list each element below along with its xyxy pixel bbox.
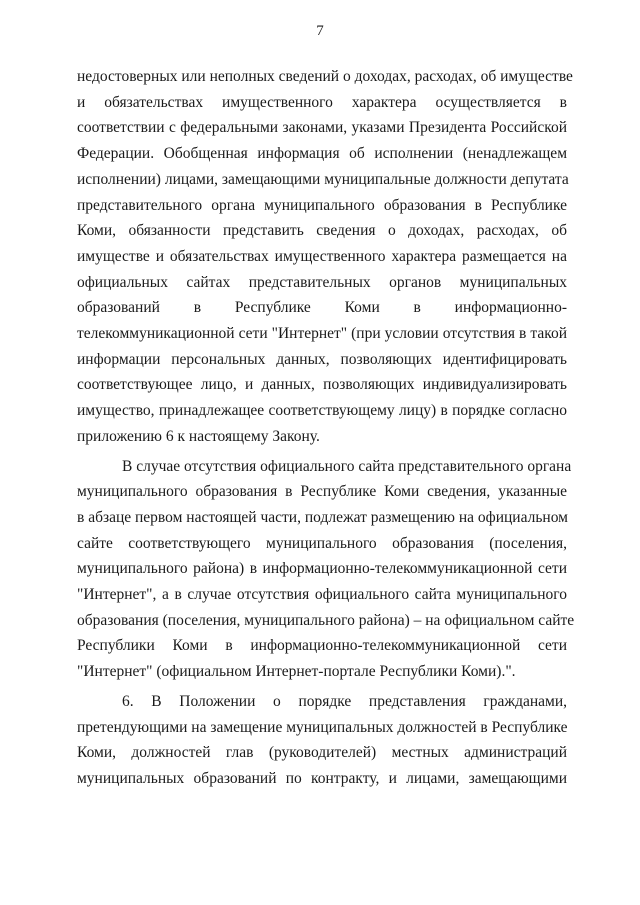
text-line: В случае отсутствия официального сайта представительного органа xyxy=(122,457,572,475)
text-line: приложению 6 к настоящему Закону. xyxy=(77,427,320,445)
text-line: соответствии с федеральными законами, указами Президента Российской xyxy=(77,119,567,137)
text-line: Коми, должностей глав (руководителей) местных администраций xyxy=(77,744,567,762)
text-line: и обязательствах имущественного характера осуществляется в xyxy=(77,93,567,111)
paragraph-item-6 xyxy=(77,689,567,792)
text-line: муниципального образования в Республике Коми сведения, указанные xyxy=(77,483,567,501)
text-line: Республики Коми в информационно-телекоммуникационной сети xyxy=(77,637,567,655)
text-line: Коми, обязанности представить сведения о доходах, расходах, об xyxy=(77,222,567,240)
text-line: в абзаце первом настоящей части, подлежат размещению на официальном xyxy=(77,508,568,526)
text-line: представительного органа муниципального образования в Республике xyxy=(77,196,567,214)
text-line: 6. В Положении о порядке представления гражданами, xyxy=(122,692,567,710)
text-line: "Интернет" (официальном Интернет-портале Республики Коми).". xyxy=(77,663,516,681)
text-line: сайте соответствующего муниципального образования (поселения, xyxy=(77,534,567,552)
document-body xyxy=(77,64,575,792)
text-line: претендующими на замещение муниципальных должностей в Республике xyxy=(77,718,568,736)
text-line: муниципального района) в информационно-телекоммуникационной сети xyxy=(77,560,567,578)
text-line: исполнении) лицами, замещающими муниципальные должности депутата xyxy=(77,170,569,188)
paragraph-continuation xyxy=(77,64,573,450)
text-line: официальных сайтах представительных органов муниципальных xyxy=(77,273,567,291)
text-line: муниципальных образований по контракту, и лицами, замещающими xyxy=(77,769,567,787)
text-line: имуществе и обязательствах имущественного характера размещается на xyxy=(77,247,567,265)
text-line: телекоммуникационной сети "Интернет" (при условии отсутствия в такой xyxy=(77,325,567,343)
text-line: образований в Республике Коми в информационно- xyxy=(77,299,567,317)
text-line: информации персональных данных, позволяющих идентифицировать xyxy=(77,350,567,368)
text-line: недостоверных или неполных сведений о доходах, расходах, об имуществе xyxy=(77,68,573,85)
text-line: соответствующее лицо, и данных, позволяющих индивидуализировать xyxy=(77,376,567,394)
text-line: имущество, принадлежащее соответствующему лицу) в порядке согласно xyxy=(77,402,567,420)
text-line: "Интернет", а в случае отсутствия официального сайта муниципального xyxy=(77,586,567,604)
paragraph-absence-of-site xyxy=(77,454,575,685)
page-number: 7 xyxy=(316,23,324,39)
text-line: Федерации. Обобщенная информация об исполнении (ненадлежащем xyxy=(77,145,567,163)
text-line: образования (поселения, муниципального района) – на официальном сайте xyxy=(77,611,575,629)
